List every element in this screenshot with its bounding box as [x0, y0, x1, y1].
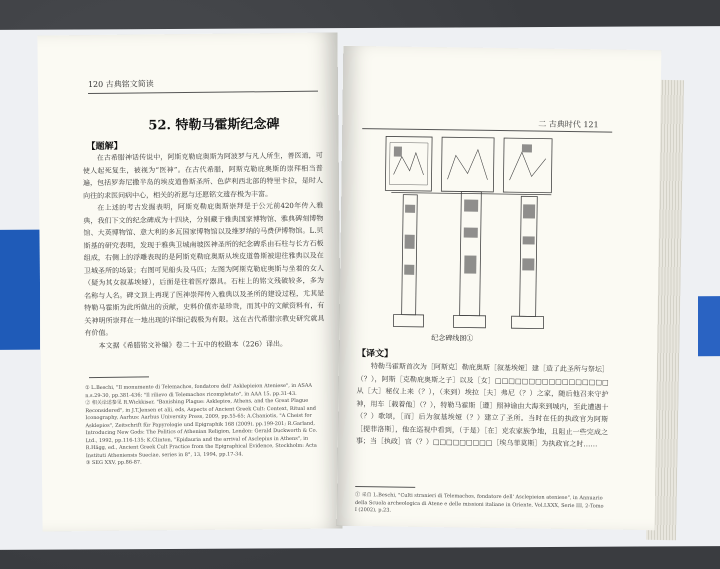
section-label-intro: 【题解】: [86, 141, 123, 153]
footnote-rule: [355, 486, 415, 488]
footnote: ① L.Beschi, "Il monumento di Telemachos, fondatore dell' Asklepieion Ateniese", in ASAA n.s.29-30, pp.381-436; "Il rilievo di Telemachos ricompletato", in AAA 15, pp.31-43.: [85, 382, 313, 399]
footnote: ② 相关论述参见 R.Wickkiser, "Banishing Plague: Asklepios, Athens, and the Great Plague Reconsidered", in J.T.Jensen et alii, eds, Aspects of Ancient Greek Cult: Context, Ritual and Iconography, Aarhus: Aarhus University Press, 2009, pp.55-65; A.Chaniotis, "A Cheist for Asklepios", Zeitschrift für Papyrologie und Epigraphik 168 (2009), pp.199-201; R.Garland, Introducing New Gods: The Politics of Athenian Religion, London: Gerald Duckworth & Co. Ltd., 1992, pp.116-135; K.Clinton, "Epidauria and the arrival of Asclepius in Athens", in R.Hägg, ed., Ancient Greek Cult Practice from the Epigraphical Evidence, Stockholm: Acta Instituti Atheniensis Sueciae, series in 8°, 13, 1994, pp.17-34.: [85, 397, 318, 459]
left-page: [37, 32, 342, 531]
left-page-header: 120 古典铭文简读: [87, 79, 154, 90]
section-label-translation: 【译文】: [356, 349, 394, 360]
footnote: ③ SEG XXV, pp.86-87.: [85, 459, 142, 467]
footnote-rule: [89, 376, 149, 377]
right-page: [337, 46, 662, 530]
footnotes: [355, 492, 607, 518]
paragraph: 在上述的考古发掘表明，阿斯克勒庇奥斯崇拜是于公元前420年传入雅典，我们下文的纪念碑成为十四块，分别藏于雅典国家博物馆、雅典碑刻博物馆、大英博物馆、意大利的多瓦国家博物馆以及维罗纳的马费伊博物馆。L.贝斯基的研究表明，发现于雅典卫城南坡医神圣所的纪念碑系由石柱与长方石板组成，右侧上的浮雕表现的是阿斯克勒庇奥斯从埃皮道鲁斯被迎往雅典以及在卫城圣所的场景；右图可见船头及马匹；左图为阿斯克勒庇奥斯与坐着的女人（疑为其女叙基埃娅），后面是往着医疗器具。石柱上的铭文残破较多，多为名称与人名。碑文顶上再现了医神崇拜传入雅典以及圣所的建设过程，尤其是特勒马霍斯为此所做出的贡献，史料价值亦是珍贵，而其中的文献资料有，有关神明所崇拜在一地出现的详细记载极为有限。这在古代希腊宗教史研究就具有价值。: [83, 201, 325, 338]
monument-line-drawing: [379, 134, 592, 335]
page-title: 52. 特勒马霍斯纪念碑: [148, 117, 280, 134]
translation-text: [356, 360, 609, 451]
cover-blue-stripe-left: [0, 230, 40, 350]
paragraph: 本文据《希腊铭文补编》卷二十五中的校勘本（226）译出。: [98, 339, 288, 350]
footnotes: [85, 383, 326, 468]
paragraph: 特勒马霍斯首次为［阿斯克］勒庇奥斯［叙基埃娅］建［造了此圣所与祭坛］（？），阿斯［克勒庇奥斯之子］以及［女］□□□□□□□□□□□□□□□□□从［大］秘仪上来（？），（来到）埃拉［夫］弗尼（？）之家，随后他召来守护神，用车［载着他］（？），特勒马霍斯［遵］照神谕由大海来到城内，至此遭遇十（？）歌颂，［而］后为叙基埃娅（？）建立了圣所。当时在任的执政官为阿斯［提菲洛斯］，他在巡视中看到，（于是）［在］克农家族争地，且阻止一些完成之事；当［执政］官（？）□□□□□□□□□［埃乌菲莫斯］为执政官之时……: [355, 362, 609, 449]
cover-blue-stripe-right: [698, 296, 720, 356]
paragraph: 在古希腊神话传说中，阿斯克勒庇奥斯为阿波罗与凡人所生，善医道，可使人起死复生，被视为“医神”。在古代希腊，阿斯克勒庇奥斯的崇拜相当普遍，包括罗奔尼撒半岛的埃皮道鲁斯圣所、色萨利西北部的特里卡拉，是时人向往的求医问病中心，相关的祈愿与还愿铭文遗存极为丰富。: [82, 151, 323, 200]
right-page-header: 二 古典时代 121: [538, 119, 599, 130]
intro-text: [83, 150, 325, 353]
footnote: ① 采自 L.Beschi, "Culti stranieri di Telemachos, fondatore dell' Asclepieion ateniese", in Annuario della Scuola archeologica di Atene e delle missioni italiane in Oriente, Vol.LXXX, Serie III, 2-Tomo I (2002), p.23.: [354, 492, 604, 514]
figure-caption: 纪念碑线图①: [431, 334, 474, 343]
header-rule: [88, 91, 318, 94]
